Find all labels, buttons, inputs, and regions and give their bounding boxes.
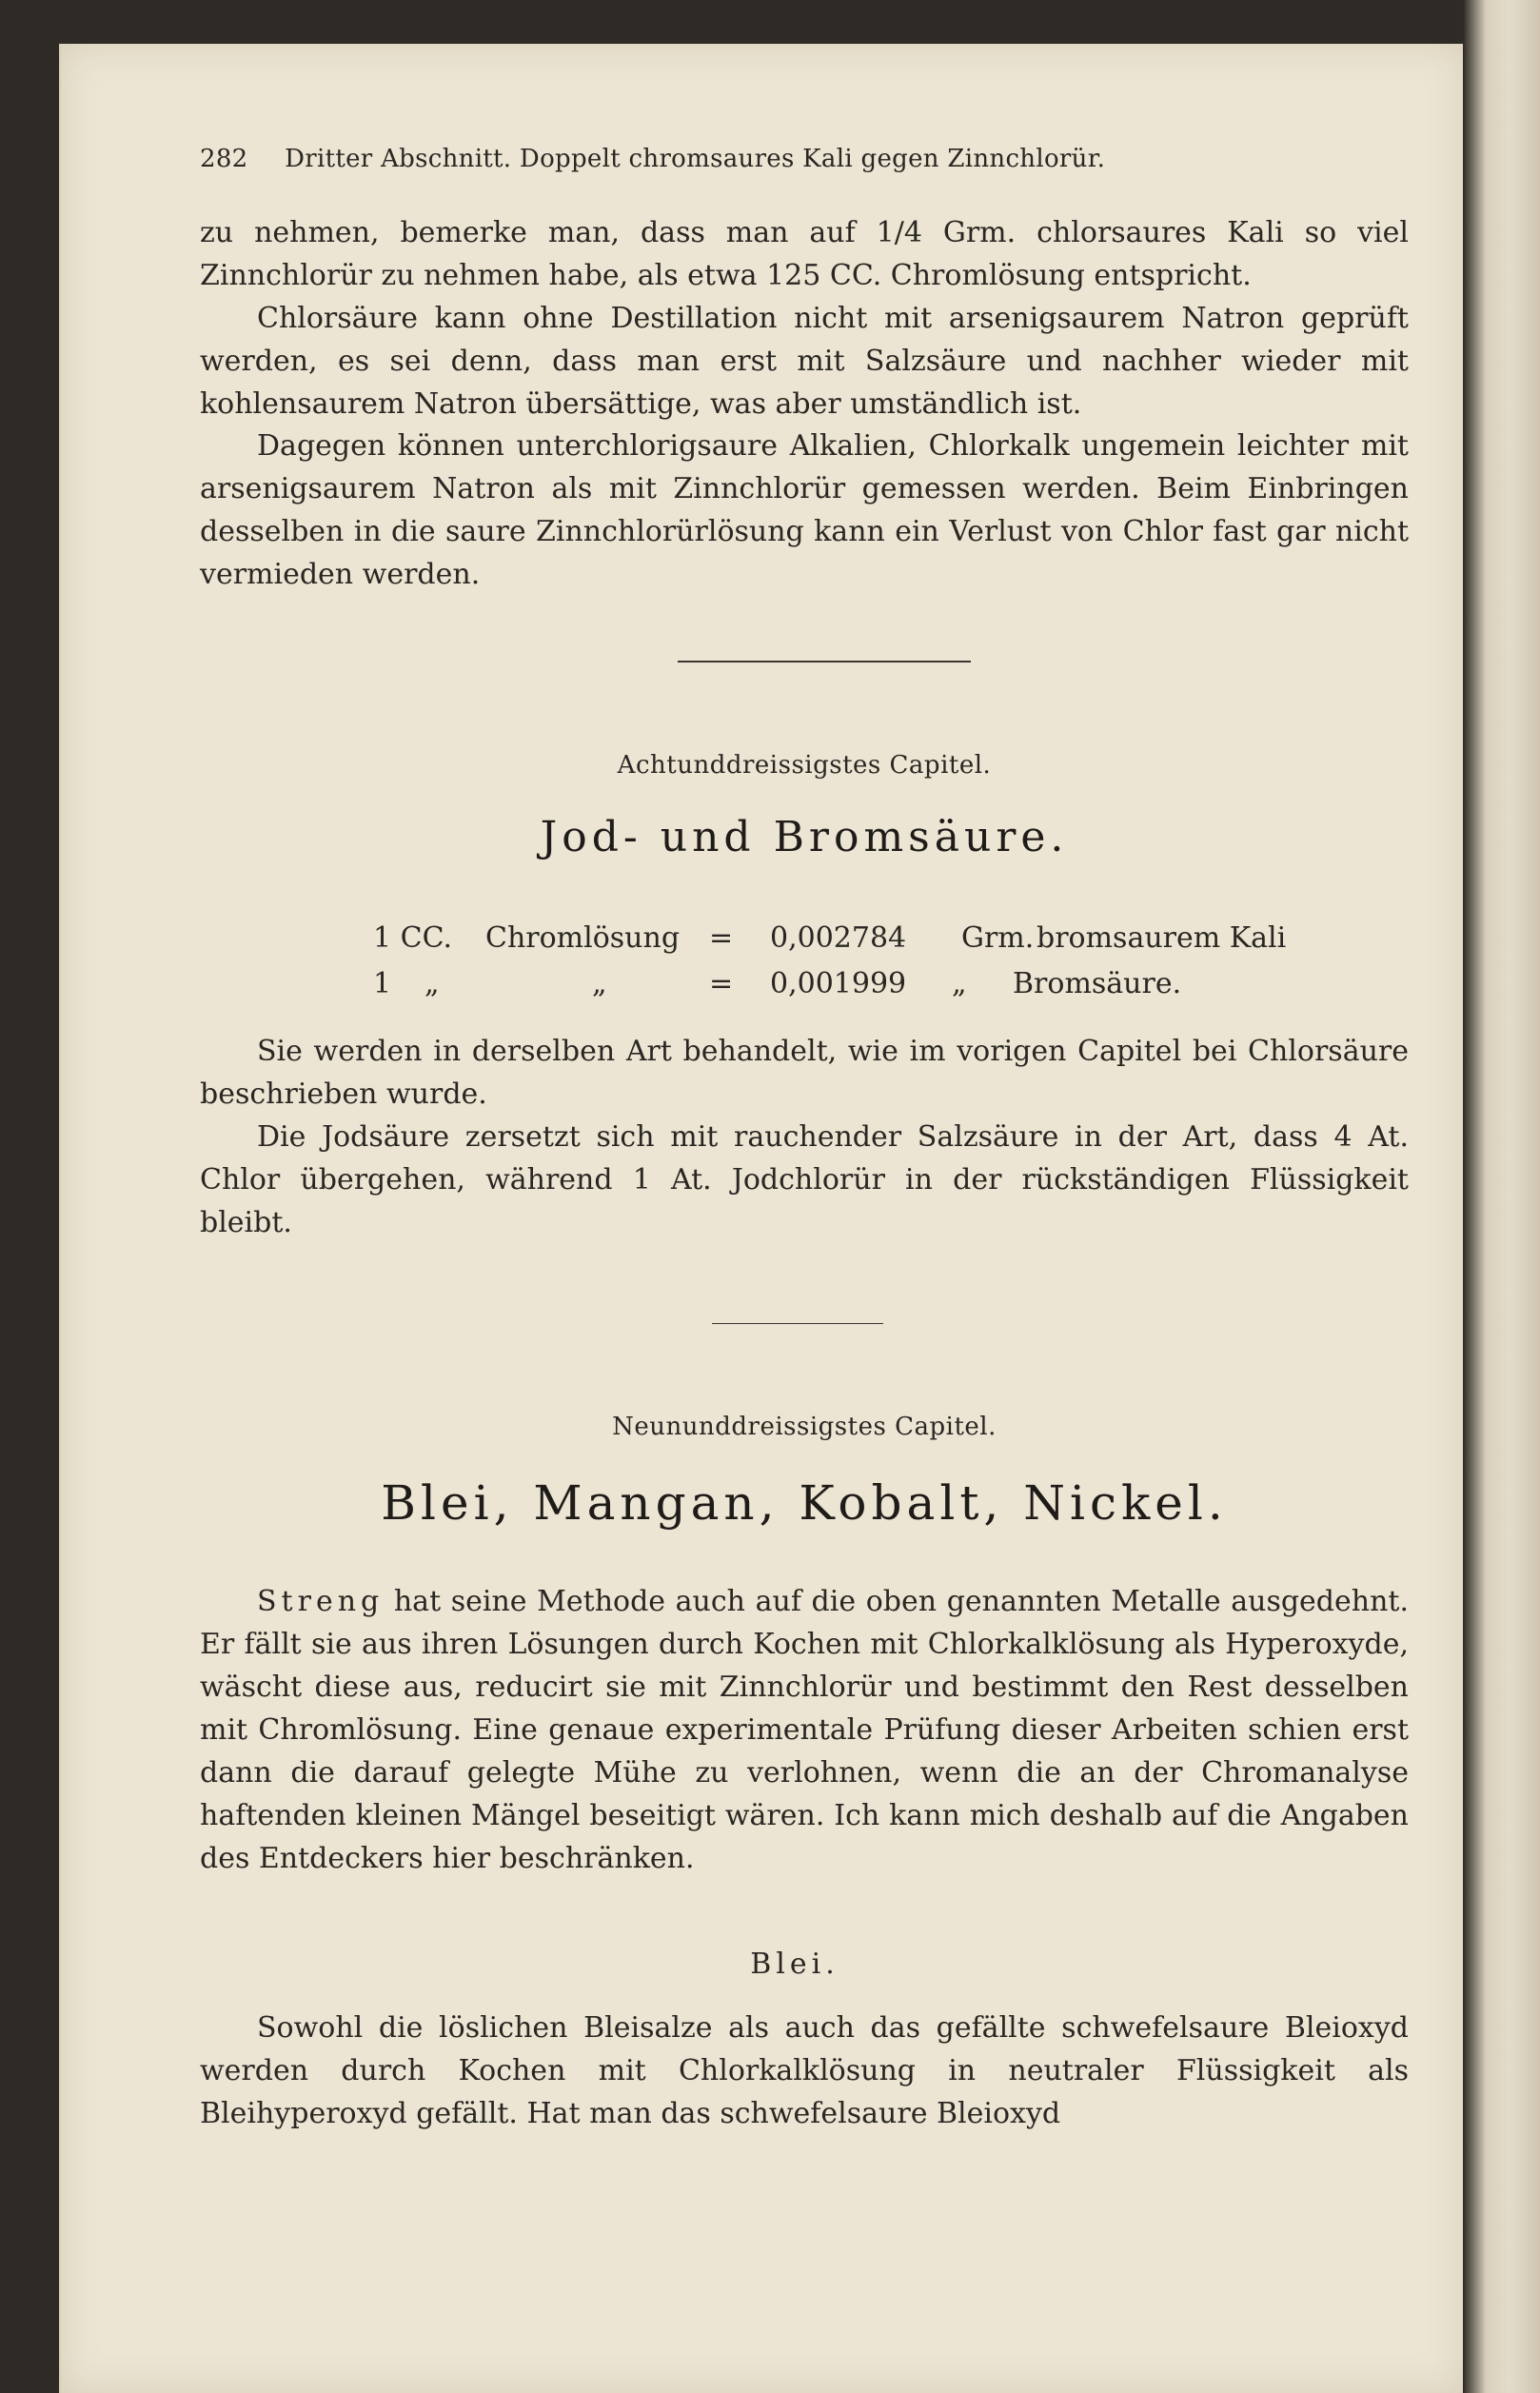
eq-substance: Bromsäure. — [1013, 967, 1182, 1000]
section-divider — [678, 661, 971, 663]
chapter-label: Achtunddreissigstes Capitel. — [617, 751, 992, 780]
author-name: Streng — [257, 1585, 385, 1618]
section-divider — [712, 1323, 883, 1324]
chapter-title: Jod- und Bromsäure. — [540, 813, 1069, 861]
eq-sign: = — [709, 967, 734, 1000]
page-number: 282 — [200, 145, 248, 173]
chapter-label: Neununddreissigstes Capitel. — [612, 1413, 997, 1441]
paragraph-1: zu nehmen, bemerke man, dass man auf 1/4 Grm. chlorsaures Kali so viel Zinnchlorür zu nehmen habe, als etwa 125 CC. Chromlösung entspricht. — [200, 216, 1409, 292]
running-head — [200, 145, 1409, 173]
eq-measure: Grm. — [961, 921, 1035, 955]
running-title: Dritter Abschnitt. Doppelt chromsaures Kali gegen Zinnchlorür. — [285, 145, 1106, 173]
eq-ditto: „ — [424, 967, 440, 1000]
eq-qty: 1 — [373, 967, 392, 1000]
paragraph-3: Dagegen können unterchlorigsaure Alkalien, Chlorkalk ungemein leichter mit arsenigsaurem Natron als mit Zinnchlorür gemessen werden. Beim Einbringen desselben in die saure Zinnchlorürlösung kann ein Verlust von Chlor fast gar nicht vermieden werden. — [200, 429, 1409, 591]
subsection-heading: Blei. — [750, 1948, 839, 1981]
paragraph-4: Sie werden in derselben Art behandelt, wie im vorigen Capitel bei Chlorsäure beschrieben wurde. — [200, 1035, 1409, 1111]
eq-unit: Chromlösung — [485, 921, 681, 955]
paragraph-text: hat seine Methode auch auf die oben genannten Metalle ausgedehnt. Er fällt sie aus ihren Lösungen durch Kochen mit Chlorkalklösung als Hyperoxyde, wäscht diese aus, reducirt sie mit Zinnchlorür und bestimmt den Rest desselben mit Chromlösung. Eine genaue experimentale Prüfung dieser Arbeiten schien erst dann die darauf gelegte Mühe zu verlohnen, wenn die an der Chromanalyse haftenden kleinen Mängel beseitigt wären. Ich kann mich deshalb auf die Angaben des Entdeckers hier beschränken. — [200, 1585, 1409, 1875]
chapter-title: Blei, Mangan, Kobalt, Nickel. — [381, 1475, 1228, 1531]
paragraph-6 — [200, 1580, 1409, 1880]
eq-qty: 1 CC. — [373, 921, 452, 955]
eq-measure: „ — [952, 967, 967, 1000]
paragraph-5: Die Jodsäure zersetzt sich mit rauchender Salzsäure in der Art, dass 4 At. Chlor übergehen, während 1 At. Jodchlorür in der rückständigen Flüssigkeit bleibt. — [200, 1120, 1409, 1239]
eq-value: 0,002784 — [770, 921, 907, 955]
eq-ditto: „ — [592, 967, 607, 1000]
eq-value: 0,001999 — [770, 967, 907, 1000]
page-edge — [1463, 0, 1540, 2393]
paragraph-7: Sowohl die löslichen Bleisalze als auch das gefällte schwefelsaure Bleioxyd werden durch Kochen mit Chlorkalklösung in neutraler Flüssigkeit als Bleihyperoxyd gefällt. Hat man das schwefelsaure Bleioxyd — [200, 2011, 1409, 2130]
eq-sign: = — [709, 921, 734, 955]
eq-substance: bromsaurem Kali — [1037, 921, 1287, 955]
paragraph-2: Chlorsäure kann ohne Destillation nicht mit arsenigsaurem Natron geprüft werden, es sei denn, dass man erst mit Salzsäure und nachher wieder mit kohlensaurem Natron übersättige, was aber umständlich ist. — [200, 302, 1409, 421]
